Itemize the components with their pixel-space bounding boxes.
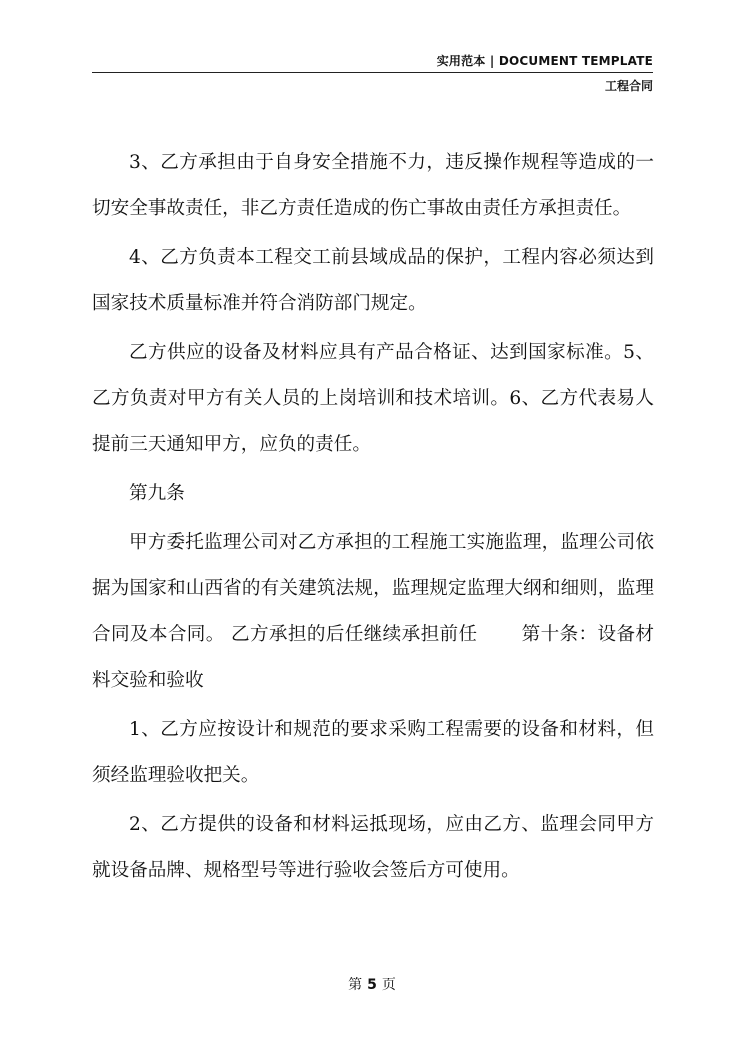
paragraph-clause-3: 3、乙方承担由于自身安全措施不力，违反操作规程等造成的一切安全事故责任，非乙方责任造成的伤亡事故由责任方承担责任。: [92, 152, 654, 219]
paragraph-clause-5-6: 乙方供应的设备及材料应具有产品合格证、达到国家标准。5、乙方负责对甲方有关人员的上岗培训和技术培训。6、乙方代表易人提前三天通知甲方，应负的责任。: [92, 342, 654, 455]
paragraph-equipment-2: 2、乙方提供的设备和材料运抵现场，应由乙方、监理会同甲方就设备品牌、规格型号等进行验收会签后方可使用。: [92, 814, 654, 881]
footer-suffix: 页: [381, 977, 396, 993]
article-heading: 第九条: [129, 483, 185, 504]
header-title: 实用范本 | DOCUMENT TEMPLATE: [436, 54, 653, 68]
paragraph-clause-4: 4、乙方负责本工程交工前县域成品的保护，工程内容必须达到国家技术质量标准并符合消防部门规定。: [92, 247, 654, 314]
paragraph-supervision: 甲方委托监理公司对乙方承担的工程施工实施监理，监理公司依据为国家和山西省的有关建筑法规，监理规定监理大纲和细则，监理合同及本合同。 乙方承担的后任继续承担前任 第十条：设备材料交验和验收: [92, 532, 654, 691]
page-number: 5: [367, 977, 377, 993]
paragraph-equipment-1: 1、乙方应按设计和规范的要求采购工程需要的设备和材料，但须经监理验收把关。: [92, 719, 654, 786]
footer-prefix: 第: [348, 977, 363, 993]
document-body: [92, 140, 654, 897]
header-divider: [92, 72, 653, 73]
header-subtitle: 工程合同: [604, 79, 653, 93]
page-footer: [0, 974, 744, 994]
